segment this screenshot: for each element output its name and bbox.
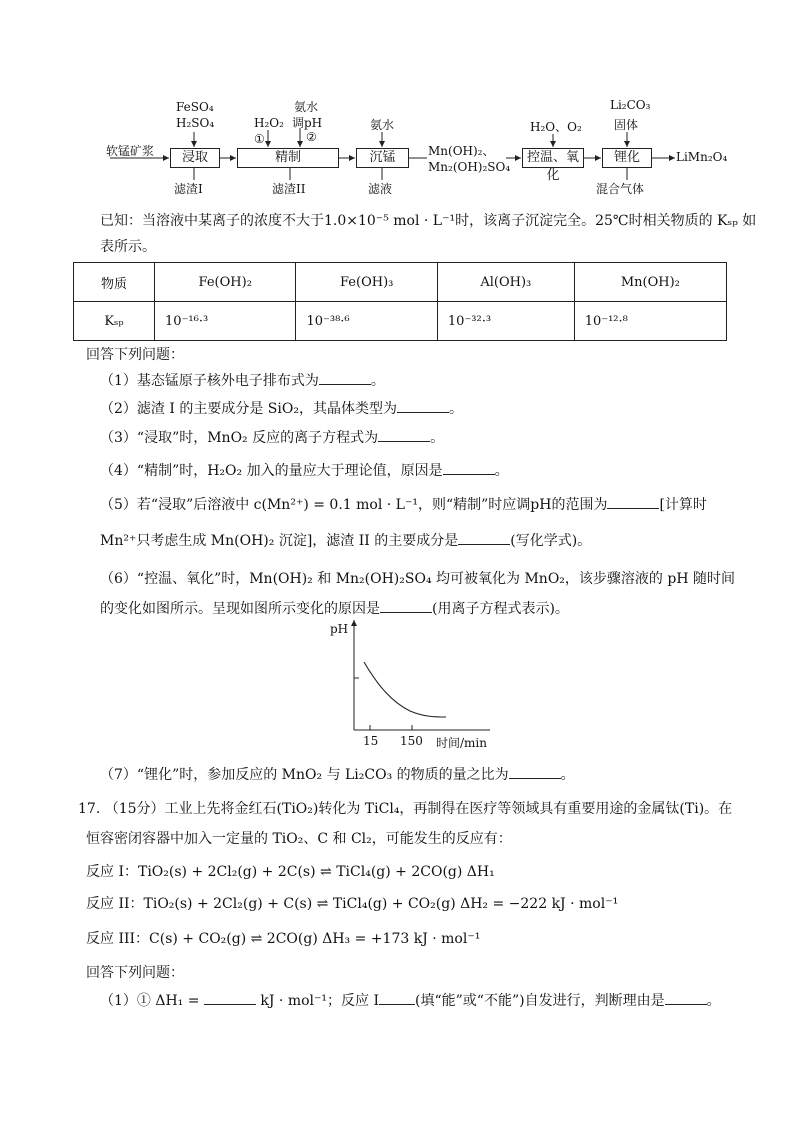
- question-1: [100, 370, 385, 390]
- table-row: [74, 263, 727, 302]
- flow-box-mn-precipitation: 沉锰: [356, 148, 409, 168]
- question-4: [100, 460, 509, 480]
- step1-reagent-1: FeSO₄: [176, 100, 214, 114]
- graph-x-label: 时间/min: [436, 736, 487, 750]
- ph-curve-plot: [340, 614, 500, 742]
- question-17-1-text-d: 。: [706, 993, 721, 1009]
- step2-residue: 滤渣II: [272, 182, 306, 196]
- flow-box-leaching: 浸取: [170, 148, 220, 168]
- step1-reagent-2: H₂SO₄: [176, 116, 215, 130]
- question-5b: [100, 530, 591, 550]
- table-row-label: Kₛₚ: [74, 302, 155, 341]
- question-17-1: [100, 990, 721, 1010]
- question-17-intro-2: 恒容密闭容器中加入一定量的 TiO₂、C 和 Cl₂，可能发生的反应有：: [86, 831, 512, 847]
- table-header-cell: Mn(OH)₂: [574, 263, 726, 302]
- question-17-1-text-c: (填“能”或“不能”)自发进行，判断理由是: [415, 993, 665, 1009]
- question-17-1-text-a: （1）① ΔH₁ =: [100, 993, 200, 1009]
- step2-mark-a: ①: [254, 132, 265, 146]
- step3-residue: 滤液: [368, 182, 393, 196]
- step3-reagent: 氨水: [370, 118, 395, 132]
- flow-box-oxidation: 控温、氧化: [522, 148, 584, 168]
- answer-blank[interactable]: [378, 429, 430, 442]
- question-1-end: 。: [370, 373, 385, 389]
- ph-curve: [364, 662, 446, 717]
- known-text-2: 表所示。: [100, 239, 156, 255]
- reaction-3: 反应 III：C(s) + CO₂(g) ⇌ 2CO(g) ΔH₃ = +173 kJ · mol⁻¹: [86, 931, 481, 947]
- step5-byproduct: 混合气体: [596, 182, 645, 196]
- answer-intro: 回答下列问题：: [86, 347, 184, 363]
- question-1-text: （1）基态锰原子核外电子排布式为: [100, 373, 319, 389]
- question-2-end: 。: [448, 401, 463, 417]
- table-header-cell: 物质: [74, 263, 155, 302]
- question-7-text: （7）“锂化”时，参加反应的 MnO₂ 与 Li₂CO₃ 的物质的量之比为: [100, 767, 509, 783]
- answer-blank[interactable]: [319, 372, 371, 385]
- table-header-cell: Al(OH)₃: [437, 263, 574, 302]
- flow-start: 软锰矿浆: [106, 144, 155, 158]
- question-5a-end: [计算时: [659, 497, 707, 513]
- question-3: [100, 427, 444, 447]
- step5-reagent-1: Li₂CO₃: [610, 98, 651, 112]
- answer-blank[interactable]: [665, 992, 707, 1005]
- table-header-cell: Fe(OH)₂: [155, 263, 296, 302]
- ksp-table: [73, 262, 727, 341]
- question-2-text: （2）滤渣 I 的主要成分是 SiO₂，其晶体类型为: [100, 401, 397, 417]
- question-2: [100, 398, 463, 418]
- known-text-1: 已知：当溶液中某离子的浓度不大于1.0×10⁻⁵ mol · L⁻¹时，该离子沉淀完全。25℃时相关物质的 Kₛₚ 如: [100, 213, 757, 229]
- graph-x-tick-label-150: 150: [400, 734, 423, 748]
- question-3-end: 。: [430, 430, 445, 446]
- step2-reagent-b1: 氨水: [294, 100, 319, 114]
- reaction-2: 反应 II：TiO₂(s) + 2Cl₂(g) + C(s) ⇌ TiCl₄(g) + CO₂(g) ΔH₂ = −222 kJ · mol⁻¹: [86, 896, 619, 912]
- answer-intro-2: 回答下列问题：: [86, 965, 184, 981]
- flow-box-lithiation: 锂化: [602, 148, 652, 168]
- question-5b-text: Mn²⁺只考虑生成 Mn(OH)₂ 沉淀]，滤渣 II 的主要成分是: [100, 533, 459, 549]
- question-3-text: （3）“浸取”时，MnO₂ 反应的离子方程式为: [100, 430, 379, 446]
- question-5a-text: （5）若“浸取”后溶液中 c(Mn²⁺) = 0.1 mol · L⁻¹，则“精制”时应调pH的范围为: [100, 497, 608, 513]
- answer-blank[interactable]: [607, 496, 659, 509]
- reaction-1: 反应 I：TiO₂(s) + 2Cl₂(g) + 2C(s) ⇌ TiCl₄(g) + 2CO(g) ΔH₁: [86, 864, 495, 880]
- intermediate-1: Mn(OH)₂、: [428, 144, 495, 158]
- question-6b-text: 的变化如图所示。呈现如图所示变化的原因是: [100, 601, 380, 617]
- step2-reagent-a: H₂O₂: [254, 116, 284, 130]
- graph-x-tick-label-15: 15: [363, 734, 379, 748]
- table-cell: 10⁻¹²·⁸: [574, 302, 726, 341]
- question-5b-end: (写化学式)。: [510, 533, 592, 549]
- question-6a: （6）“控温、氧化”时，Mn(OH)₂ 和 Mn₂(OH)₂SO₄ 均可被氧化为 MnO₂，该步骤溶液的 pH 随时间: [100, 571, 735, 587]
- step5-reagent-2: 固体: [614, 118, 639, 132]
- table-row: [74, 302, 727, 341]
- question-7-end: 。: [560, 767, 575, 783]
- step2-reagent-b2: 调pH: [292, 116, 323, 130]
- table-cell: 10⁻³²·³: [437, 302, 574, 341]
- intermediate-2: Mn₂(OH)₂SO₄: [428, 160, 511, 174]
- answer-blank[interactable]: [379, 992, 415, 1005]
- answer-blank[interactable]: [509, 766, 561, 779]
- question-6b-end: (用离子方程式表示)。: [432, 601, 569, 617]
- flow-arrows: [0, 0, 800, 200]
- step1-residue: 滤渣I: [174, 182, 203, 196]
- question-17-1-text-b: kJ · mol⁻¹；反应 I: [260, 993, 380, 1009]
- graph-y-label: pH: [330, 622, 349, 636]
- table-cell: 10⁻¹⁶·³: [155, 302, 296, 341]
- question-7: [100, 764, 575, 784]
- answer-blank[interactable]: [397, 400, 449, 413]
- table-cell: 10⁻³⁸·⁶: [296, 302, 437, 341]
- flow-product: LiMn₂O₄: [676, 150, 728, 164]
- step4-reagent: H₂O、O₂: [530, 120, 582, 134]
- question-5a: [100, 494, 707, 514]
- step2-mark-b: ②: [306, 130, 317, 144]
- answer-blank[interactable]: [443, 462, 495, 475]
- answer-blank[interactable]: [204, 992, 256, 1005]
- question-4-end: 。: [494, 463, 509, 479]
- answer-blank[interactable]: [380, 600, 432, 613]
- answer-blank[interactable]: [458, 532, 510, 545]
- question-4-text: （4）“精制”时，H₂O₂ 加入的量应大于理论值，原因是: [100, 463, 443, 479]
- question-17-intro-1: 17. （15分）工业上先将金红石(TiO₂)转化为 TiCl₄，再制得在医疗等领域具有重要用途的金属钛(Ti)。在: [78, 801, 733, 817]
- table-header-cell: Fe(OH)₃: [296, 263, 437, 302]
- flow-box-refining: 精制: [237, 148, 339, 168]
